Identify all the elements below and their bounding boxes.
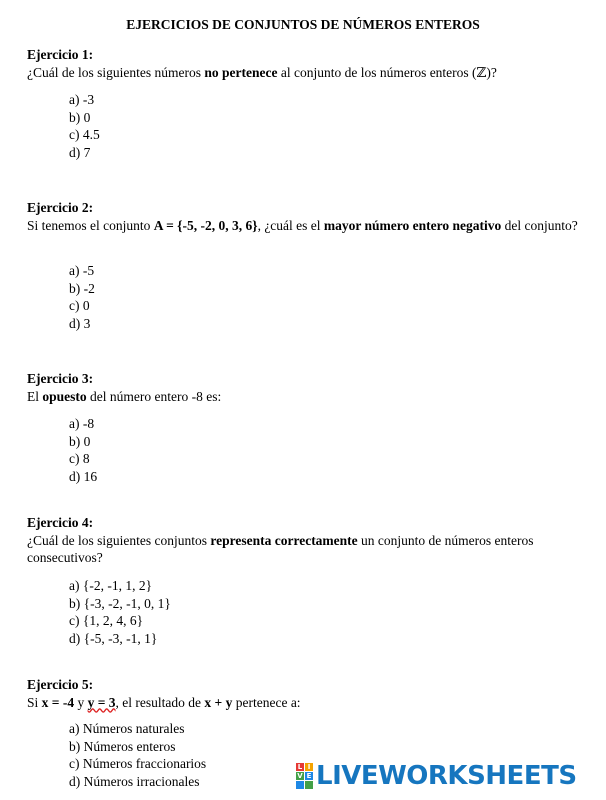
- liveworksheets-logo-text: LIVEWORKSHEETS: [316, 761, 577, 791]
- option-c[interactable]: c) 0: [69, 298, 90, 313]
- exercise-4: [27, 514, 587, 567]
- exercise-1: [27, 46, 587, 81]
- option-c[interactable]: c) Números fraccionarios: [69, 756, 207, 771]
- exercise-5: [27, 676, 587, 711]
- exercise-label: Ejercicio 1:: [27, 47, 94, 62]
- exercise-label: Ejercicio 2:: [27, 200, 94, 215]
- option-d[interactable]: d) 3: [69, 316, 91, 331]
- option-d[interactable]: d) 16: [69, 469, 98, 484]
- exercise-question: El opuesto del número entero -8 es:: [27, 388, 222, 404]
- option-c[interactable]: c) 8: [69, 451, 90, 466]
- option-d[interactable]: d) 7: [69, 145, 91, 160]
- exercise-question: Si tenemos el conjunto A = {-5, -2, 0, 3, 6}, ¿cuál es el mayor número entero negativo del conjunto?: [27, 217, 578, 233]
- option-a[interactable]: a) -8: [69, 416, 95, 431]
- option-d[interactable]: d) {-5, -3, -1, 1}: [69, 631, 158, 646]
- exercise-label: Ejercicio 3:: [27, 371, 94, 386]
- option-b[interactable]: b) Números enteros: [69, 739, 176, 754]
- option-b[interactable]: b) {-3, -2, -1, 0, 1}: [69, 596, 171, 611]
- option-b[interactable]: b) 0: [69, 110, 91, 125]
- page-title: EJERCICIOS DE CONJUNTOS DE NÚMEROS ENTEROS: [126, 17, 480, 32]
- option-b[interactable]: b) 0: [69, 434, 91, 449]
- option-a[interactable]: a) {-2, -1, 1, 2}: [69, 578, 153, 593]
- exercise-label: Ejercicio 4:: [27, 515, 94, 530]
- liveworksheets-logo: [296, 762, 577, 790]
- exercise-3: [27, 370, 587, 405]
- liveworksheets-logo-icon: L I V E: [296, 763, 313, 789]
- option-a[interactable]: a) Números naturales: [69, 721, 185, 736]
- option-b[interactable]: b) -2: [69, 281, 95, 296]
- exercise-question: Si x = -4 y y = 3, el resultado de x + y pertenece a:: [27, 694, 301, 710]
- exercise-question: ¿Cuál de los siguientes números no pertenece al conjunto de los números enteros (ℤ)?: [27, 64, 497, 80]
- option-c[interactable]: c) {1, 2, 4, 6}: [69, 613, 144, 628]
- option-a[interactable]: a) -5: [69, 263, 95, 278]
- exercise-2: [27, 199, 587, 234]
- option-d[interactable]: d) Números irracionales: [69, 774, 200, 789]
- exercise-question: ¿Cuál de los siguientes conjuntos representa correctamente un conjunto de números enteros consecutivos?: [27, 532, 534, 565]
- option-a[interactable]: a) -3: [69, 92, 95, 107]
- exercise-label: Ejercicio 5:: [27, 677, 94, 692]
- option-c[interactable]: c) 4.5: [69, 127, 100, 142]
